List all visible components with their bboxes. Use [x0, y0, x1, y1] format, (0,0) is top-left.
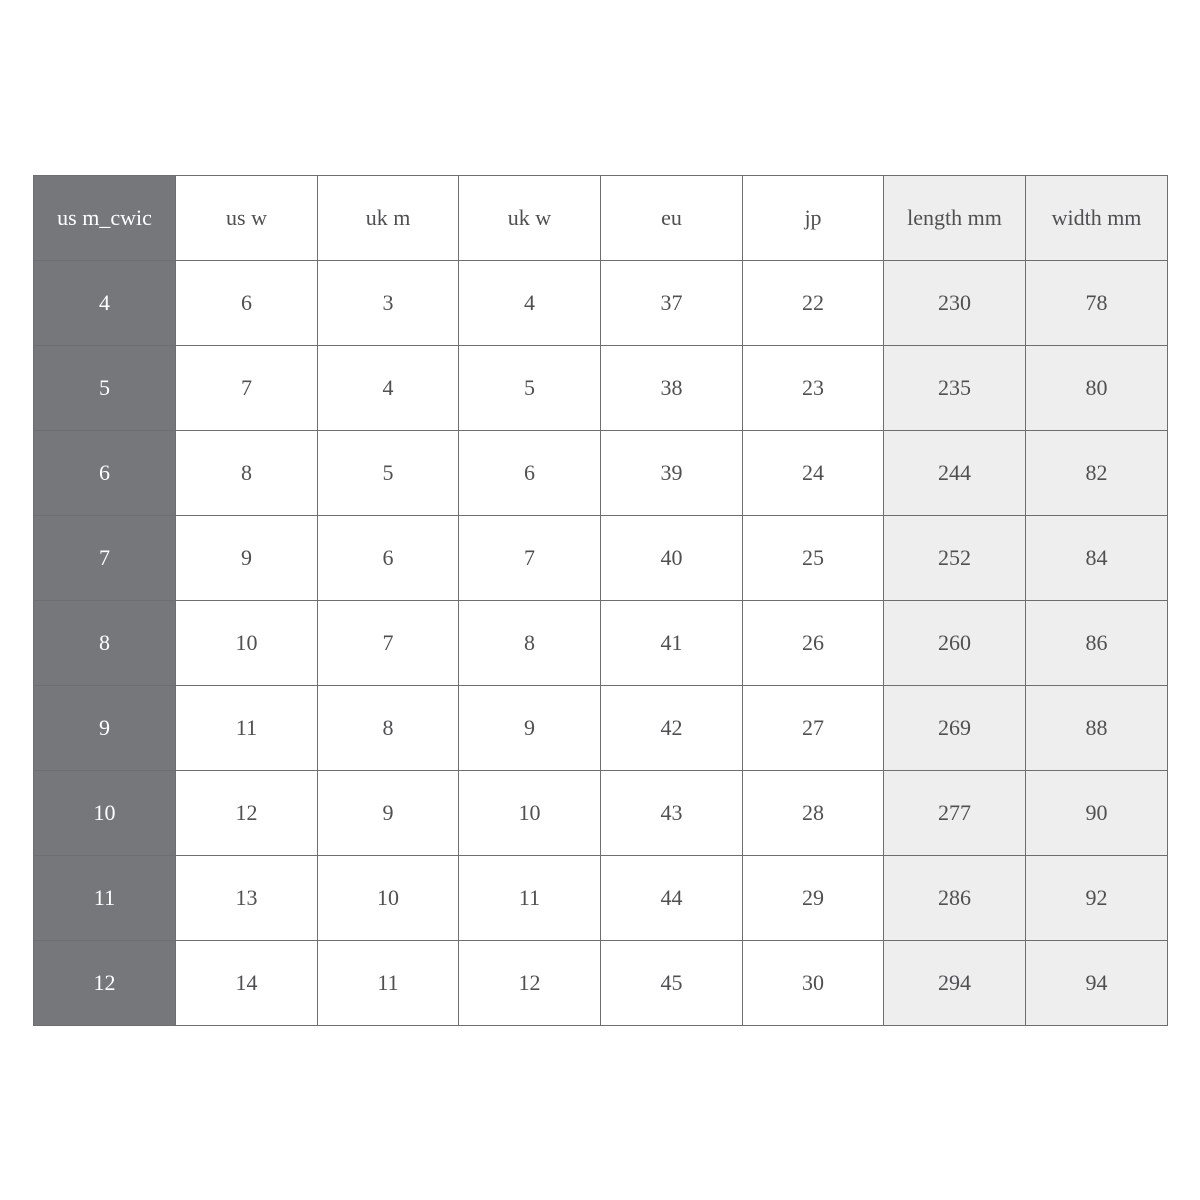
- cell-uk-w: 8: [459, 601, 601, 686]
- cell-us-m: 11: [34, 856, 176, 941]
- cell-uk-m: 4: [318, 346, 459, 431]
- cell-uk-w: 5: [459, 346, 601, 431]
- cell-uk-m: 3: [318, 261, 459, 346]
- cell-eu: 39: [601, 431, 743, 516]
- header-cell-width-mm: width mm: [1026, 176, 1168, 261]
- cell-uk-w: 9: [459, 686, 601, 771]
- table-row: [34, 431, 1168, 516]
- cell-width-mm: 90: [1026, 771, 1168, 856]
- table-row: [34, 516, 1168, 601]
- cell-eu: 38: [601, 346, 743, 431]
- cell-jp: 22: [743, 261, 884, 346]
- cell-eu: 43: [601, 771, 743, 856]
- cell-uk-w: 7: [459, 516, 601, 601]
- cell-eu: 37: [601, 261, 743, 346]
- header-cell-us-m: us m_cwic: [34, 176, 176, 261]
- cell-length-mm: 252: [884, 516, 1026, 601]
- cell-uk-w: 6: [459, 431, 601, 516]
- cell-width-mm: 80: [1026, 346, 1168, 431]
- cell-us-m: 12: [34, 941, 176, 1026]
- cell-length-mm: 260: [884, 601, 1026, 686]
- cell-jp: 28: [743, 771, 884, 856]
- cell-uk-m: 7: [318, 601, 459, 686]
- cell-length-mm: 294: [884, 941, 1026, 1026]
- cell-us-w: 6: [176, 261, 318, 346]
- size-chart-table: [33, 175, 1168, 1026]
- cell-eu: 42: [601, 686, 743, 771]
- header-cell-eu: eu: [601, 176, 743, 261]
- cell-length-mm: 244: [884, 431, 1026, 516]
- cell-width-mm: 84: [1026, 516, 1168, 601]
- cell-length-mm: 230: [884, 261, 1026, 346]
- cell-us-m: 10: [34, 771, 176, 856]
- header-cell-jp: jp: [743, 176, 884, 261]
- cell-uk-m: 8: [318, 686, 459, 771]
- cell-us-m: 5: [34, 346, 176, 431]
- cell-uk-w: 12: [459, 941, 601, 1026]
- cell-us-m: 9: [34, 686, 176, 771]
- cell-width-mm: 82: [1026, 431, 1168, 516]
- cell-us-w: 13: [176, 856, 318, 941]
- cell-us-w: 14: [176, 941, 318, 1026]
- cell-jp: 27: [743, 686, 884, 771]
- cell-uk-w: 4: [459, 261, 601, 346]
- cell-us-m: 6: [34, 431, 176, 516]
- cell-us-w: 9: [176, 516, 318, 601]
- cell-us-w: 11: [176, 686, 318, 771]
- cell-width-mm: 78: [1026, 261, 1168, 346]
- cell-us-w: 7: [176, 346, 318, 431]
- cell-jp: 29: [743, 856, 884, 941]
- cell-us-m: 4: [34, 261, 176, 346]
- header-cell-length-mm: length mm: [884, 176, 1026, 261]
- cell-width-mm: 86: [1026, 601, 1168, 686]
- table-row: [34, 686, 1168, 771]
- header-cell-us-w: us w: [176, 176, 318, 261]
- cell-length-mm: 235: [884, 346, 1026, 431]
- cell-jp: 26: [743, 601, 884, 686]
- cell-us-w: 10: [176, 601, 318, 686]
- table-row: [34, 346, 1168, 431]
- cell-us-m: 7: [34, 516, 176, 601]
- cell-uk-m: 6: [318, 516, 459, 601]
- cell-us-w: 8: [176, 431, 318, 516]
- cell-length-mm: 277: [884, 771, 1026, 856]
- cell-width-mm: 92: [1026, 856, 1168, 941]
- cell-us-m: 8: [34, 601, 176, 686]
- header-cell-uk-m: uk m: [318, 176, 459, 261]
- cell-jp: 24: [743, 431, 884, 516]
- cell-length-mm: 286: [884, 856, 1026, 941]
- cell-us-w: 12: [176, 771, 318, 856]
- cell-jp: 30: [743, 941, 884, 1026]
- table-row: [34, 261, 1168, 346]
- header-cell-uk-w: uk w: [459, 176, 601, 261]
- table-row: [34, 771, 1168, 856]
- cell-uk-m: 10: [318, 856, 459, 941]
- table-row: [34, 601, 1168, 686]
- cell-eu: 45: [601, 941, 743, 1026]
- cell-width-mm: 88: [1026, 686, 1168, 771]
- cell-eu: 40: [601, 516, 743, 601]
- cell-uk-w: 11: [459, 856, 601, 941]
- cell-jp: 23: [743, 346, 884, 431]
- cell-width-mm: 94: [1026, 941, 1168, 1026]
- table-row: [34, 856, 1168, 941]
- cell-uk-w: 10: [459, 771, 601, 856]
- table-row: [34, 941, 1168, 1026]
- cell-uk-m: 5: [318, 431, 459, 516]
- cell-eu: 41: [601, 601, 743, 686]
- cell-uk-m: 11: [318, 941, 459, 1026]
- cell-eu: 44: [601, 856, 743, 941]
- cell-jp: 25: [743, 516, 884, 601]
- cell-uk-m: 9: [318, 771, 459, 856]
- cell-length-mm: 269: [884, 686, 1026, 771]
- header-row: [34, 176, 1168, 261]
